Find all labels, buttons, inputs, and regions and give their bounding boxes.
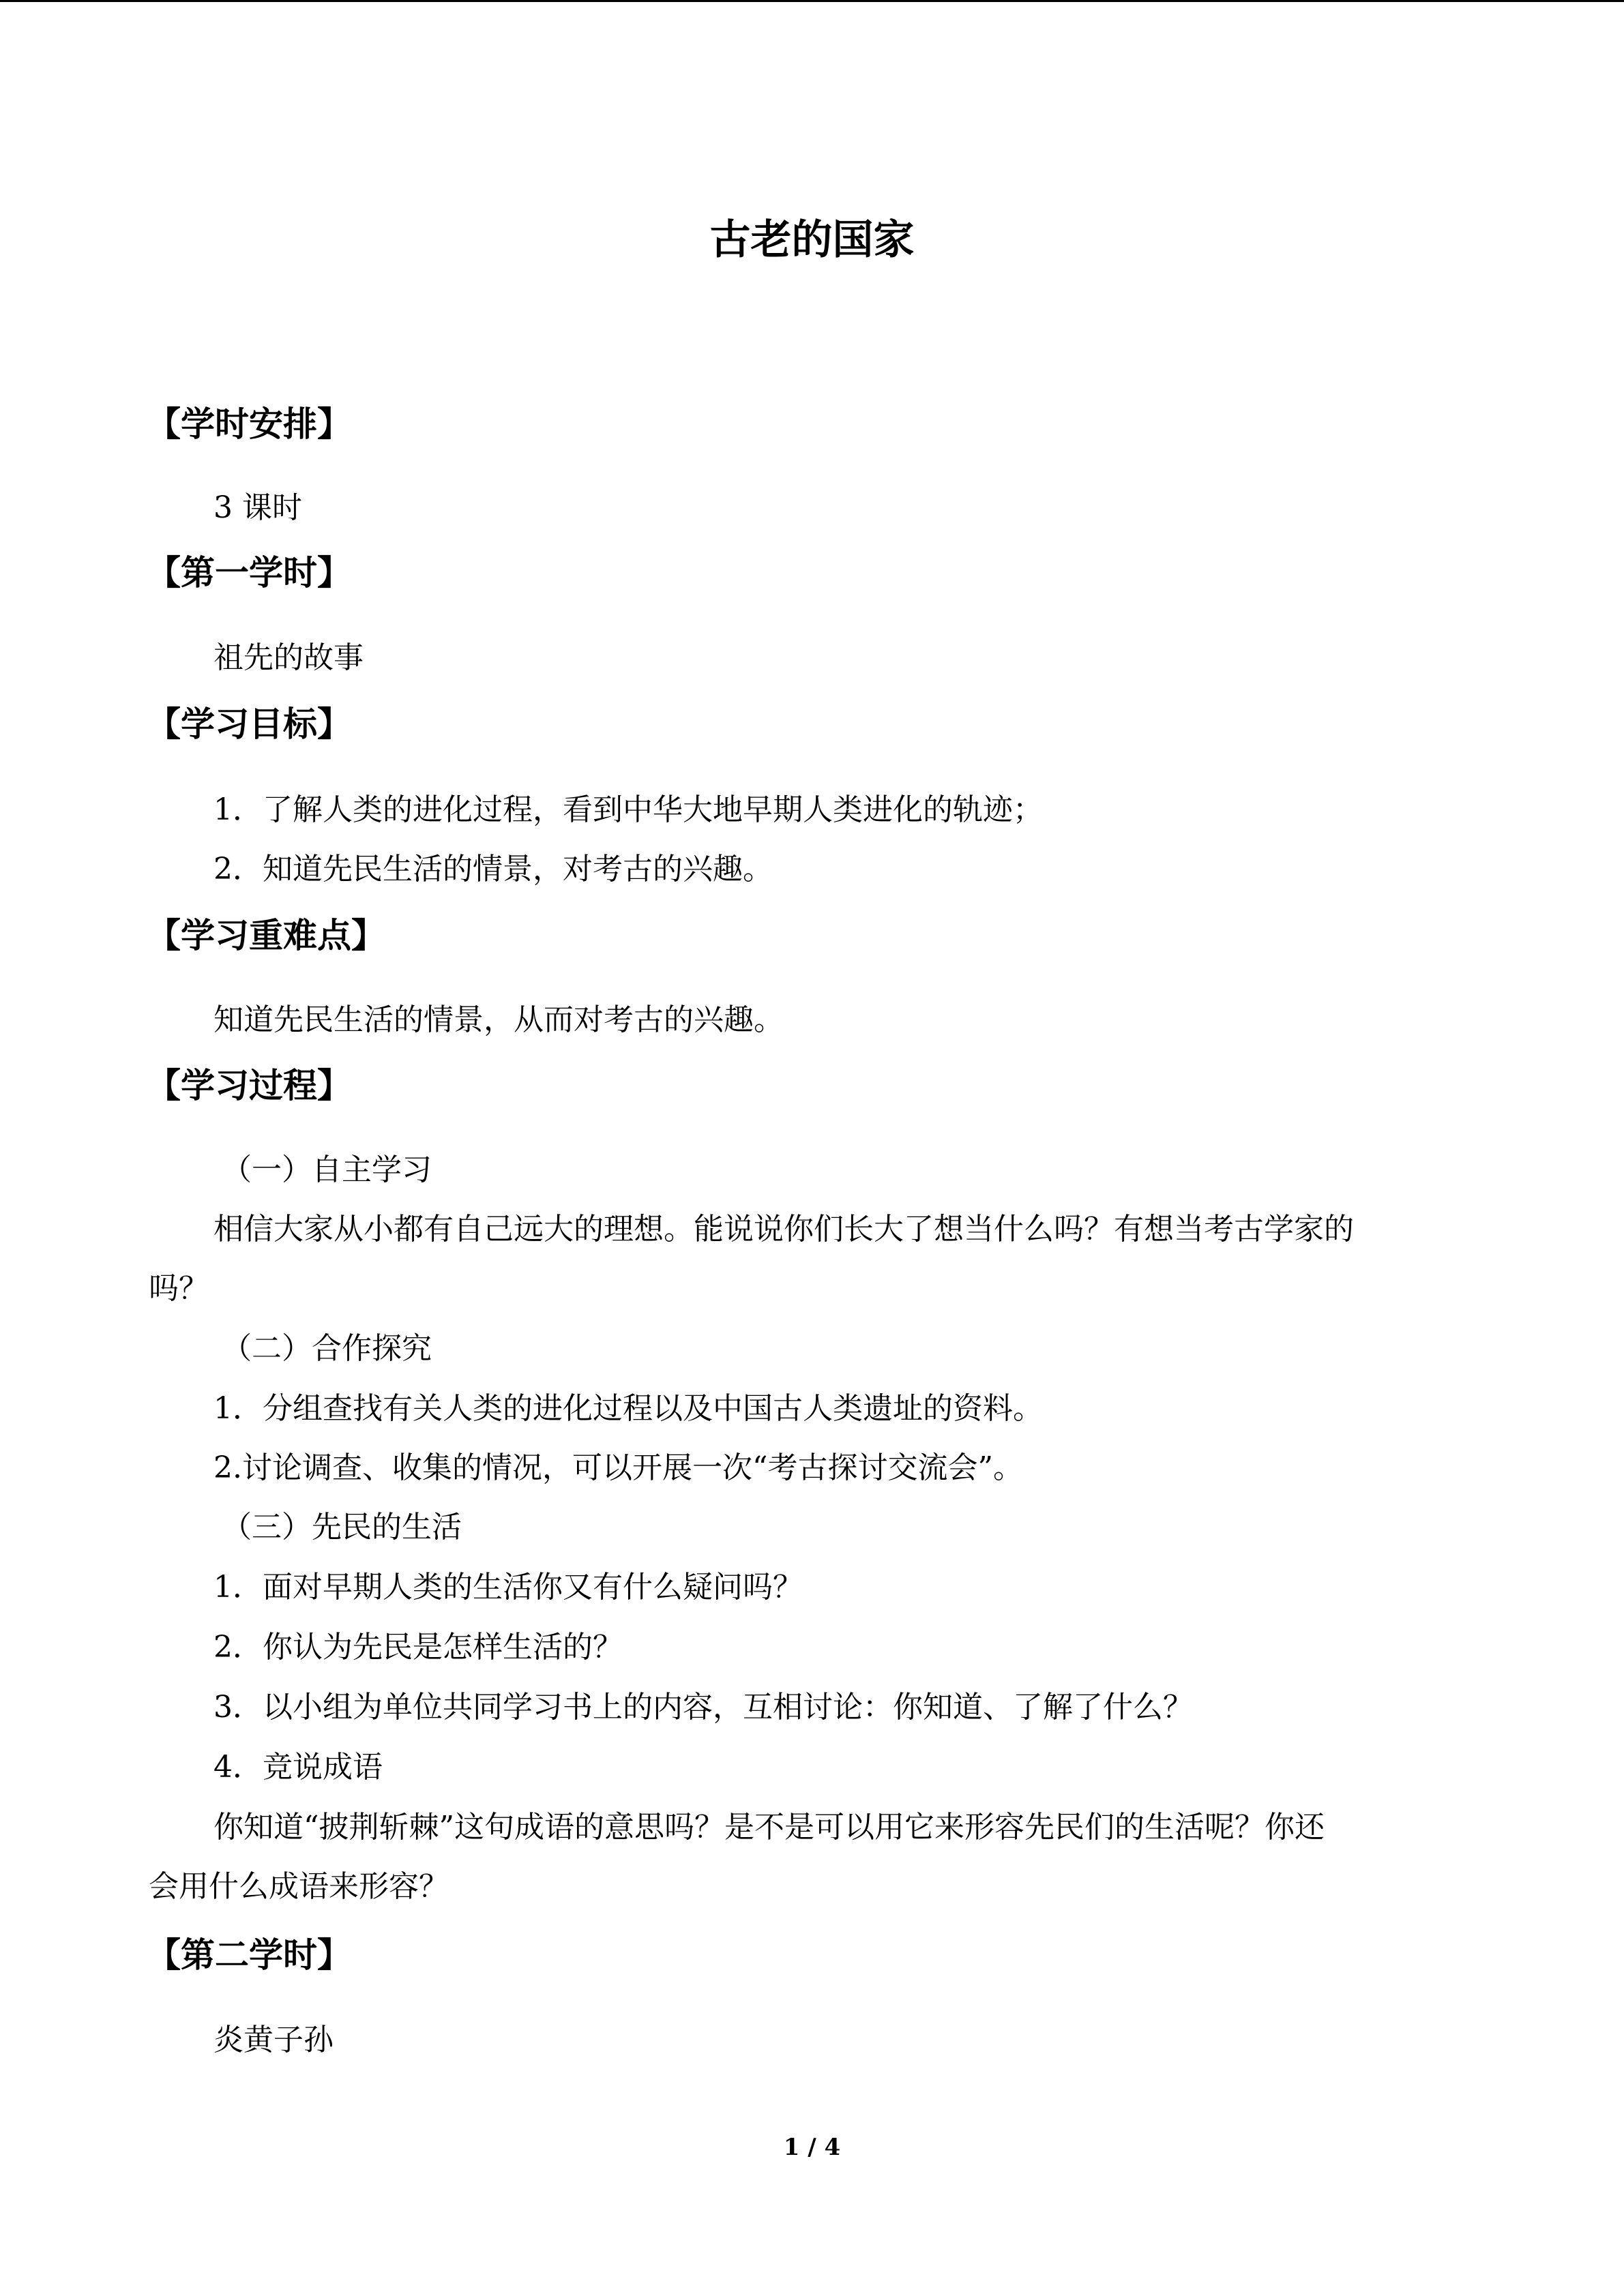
part-3-item-3: 3．以小组为单位共同学习书上的内容，互相讨论：你知道、了解了什么？	[213, 1690, 1193, 1725]
part-1-text-line-2: 吗？	[149, 1271, 209, 1306]
part-1-title: （一）自主学习	[222, 1152, 432, 1187]
lesson-2-topic: 炎黄子孙	[213, 2023, 334, 2057]
part-3-text-line-1: 你知道“披荆斩棘”这句成语的意思吗？是不是可以用它来形容先民们的生活呢？你还	[213, 1810, 1325, 1845]
part-1-text-line-1: 相信大家从小都有自己远大的理想。能说说你们长大了想当什么吗？有想当考古学家的	[213, 1212, 1354, 1247]
part-3-item-4: 4．竞说成语	[213, 1750, 383, 1785]
part-3-item-2: 2．你认为先民是怎样生活的？	[213, 1630, 623, 1665]
heading-process: 【学习过程】	[147, 1065, 351, 1105]
part-2-item-1: 1．分组查找有关人类的进化过程以及中国古人类遗址的资料。	[213, 1391, 1043, 1426]
heading-lesson-2: 【第二学时】	[147, 1935, 351, 1975]
page-top-border	[0, 0, 1624, 2]
page-title: 古老的国家	[709, 216, 915, 264]
heading-lesson-1: 【第一学时】	[147, 552, 351, 593]
part-2-item-2: 2.讨论调查、收集的情况，可以开展一次“考古探讨交流会”。	[213, 1450, 1023, 1485]
page-number: 1 / 4	[783, 2134, 841, 2161]
part-3-title: （三）先民的生活	[222, 1510, 462, 1545]
key-points-text: 知道先民生活的情景，从而对考古的兴趣。	[213, 1002, 784, 1037]
heading-goals: 【学习目标】	[147, 704, 351, 744]
heading-key-points: 【学习重难点】	[147, 915, 385, 955]
lesson-1-topic: 祖先的故事	[213, 640, 364, 675]
part-2-title: （二）合作探究	[222, 1331, 432, 1366]
goal-item-2: 2．知道先民生活的情景，对考古的兴趣。	[213, 852, 773, 886]
goal-item-1: 1．了解人类的进化过程，看到中华大地早期人类进化的轨迹；	[213, 792, 1043, 827]
part-3-item-1: 1．面对早期人类的生活你又有什么疑问吗？	[213, 1570, 803, 1605]
part-3-text-line-2: 会用什么成语来形容？	[149, 1869, 449, 1904]
heading-schedule: 【学时安排】	[147, 404, 351, 444]
schedule-text: 3 课时	[213, 490, 302, 525]
